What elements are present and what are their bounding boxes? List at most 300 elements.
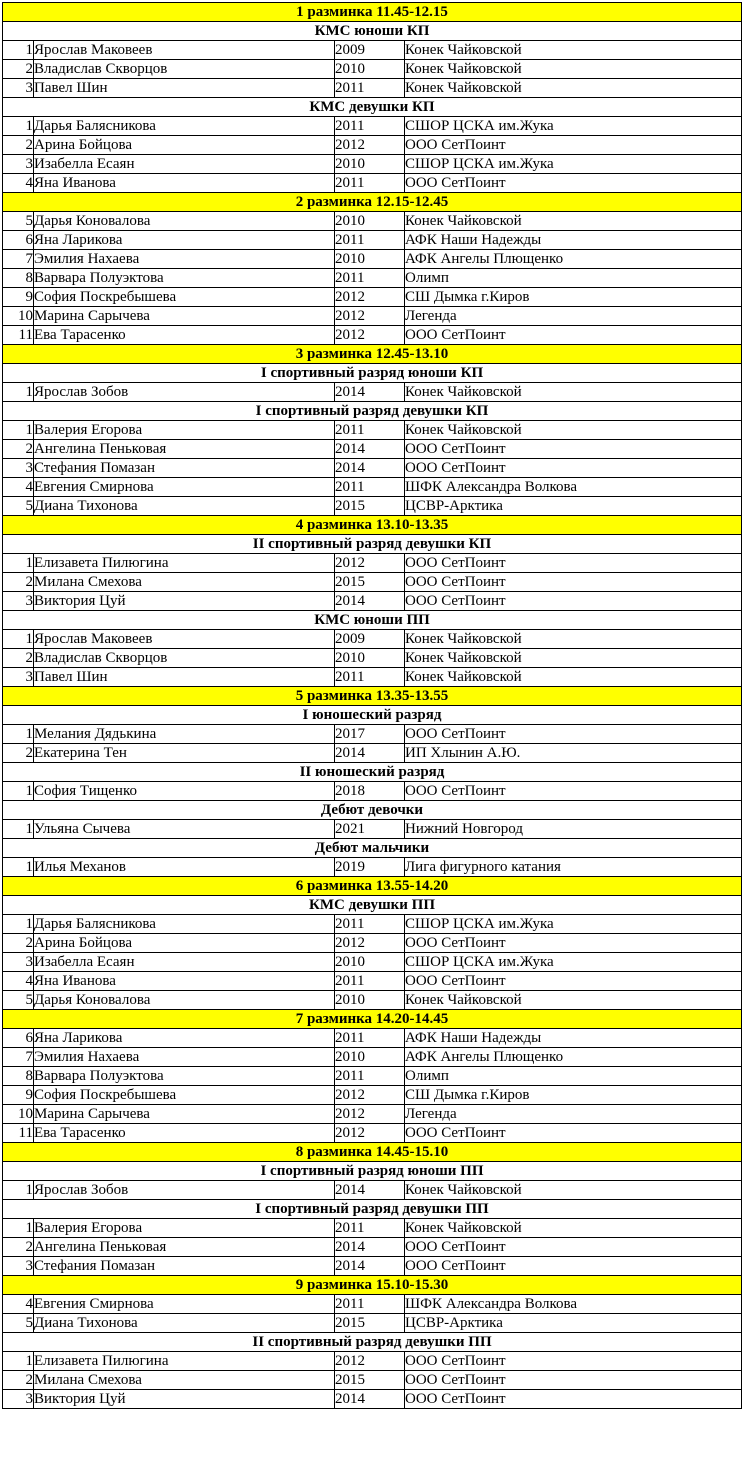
skater-number-cell: 4 (3, 1295, 34, 1314)
warmup-header-cell: 3 разминка 12.45-13.10 (3, 345, 742, 364)
skater-number-cell: 1 (3, 820, 34, 839)
skater-name-cell: Варвара Полуэктова (34, 269, 335, 288)
skater-year-cell: 2010 (335, 250, 405, 269)
skater-number-cell: 2 (3, 573, 34, 592)
category-header-cell: КМС девушки КП (3, 98, 742, 117)
skater-club-cell: ООО СетПоинт (405, 136, 742, 155)
skater-number-cell: 1 (3, 915, 34, 934)
skater-year-cell: 2011 (335, 174, 405, 193)
skater-row (3, 136, 742, 155)
skater-club-cell: ООО СетПоинт (405, 1124, 742, 1143)
skater-name-cell: Изабелла Есаян (34, 953, 335, 972)
skater-row (3, 212, 742, 231)
skater-club-cell: ООО СетПоинт (405, 440, 742, 459)
skater-name-cell: Павел Шин (34, 79, 335, 98)
skater-club-cell: АФК Ангелы Плющенко (405, 1048, 742, 1067)
skater-name-cell: Арина Бойцова (34, 934, 335, 953)
skater-club-cell: ШФК Александра Волкова (405, 1295, 742, 1314)
skater-row (3, 1219, 742, 1238)
skater-year-cell: 2015 (335, 573, 405, 592)
category-header-row (3, 801, 742, 820)
skater-row (3, 1105, 742, 1124)
skater-row (3, 1295, 742, 1314)
category-header-cell: II спортивный разряд девушки ПП (3, 1333, 742, 1352)
skater-number-cell: 1 (3, 858, 34, 877)
skater-club-cell: ООО СетПоинт (405, 174, 742, 193)
skater-number-cell: 10 (3, 1105, 34, 1124)
skater-row (3, 250, 742, 269)
warmup-header-row (3, 3, 742, 22)
skater-year-cell: 2012 (335, 554, 405, 573)
skater-name-cell: Елизавета Пилюгина (34, 1352, 335, 1371)
skater-year-cell: 2012 (335, 288, 405, 307)
skater-year-cell: 2010 (335, 1048, 405, 1067)
category-header-row (3, 706, 742, 725)
skater-year-cell: 2011 (335, 79, 405, 98)
skater-name-cell: Ярослав Маковеев (34, 630, 335, 649)
skater-year-cell: 2021 (335, 820, 405, 839)
skater-club-cell: ООО СетПоинт (405, 1390, 742, 1409)
skater-year-cell: 2012 (335, 934, 405, 953)
skater-club-cell: ООО СетПоинт (405, 1371, 742, 1390)
skater-name-cell: Дарья Коновалова (34, 991, 335, 1010)
skater-year-cell: 2011 (335, 478, 405, 497)
skater-year-cell: 2014 (335, 383, 405, 402)
skater-row (3, 1124, 742, 1143)
skater-number-cell: 1 (3, 1219, 34, 1238)
skater-row (3, 307, 742, 326)
skater-name-cell: Яна Ларикова (34, 231, 335, 250)
skater-number-cell: 5 (3, 212, 34, 231)
skater-row (3, 820, 742, 839)
warmup-header-row (3, 1276, 742, 1295)
warmup-header-cell: 2 разминка 12.15-12.45 (3, 193, 742, 212)
skater-name-cell: Владислав Скворцов (34, 60, 335, 79)
skater-name-cell: Яна Иванова (34, 174, 335, 193)
skater-number-cell: 9 (3, 1086, 34, 1105)
skater-row (3, 1029, 742, 1048)
skater-name-cell: Стефания Помазан (34, 459, 335, 478)
skater-name-cell: София Поскребышева (34, 288, 335, 307)
skater-row (3, 668, 742, 687)
skater-year-cell: 2012 (335, 1086, 405, 1105)
skater-name-cell: Владислав Скворцов (34, 649, 335, 668)
skater-name-cell: Валерия Егорова (34, 1219, 335, 1238)
skater-number-cell: 2 (3, 1371, 34, 1390)
skater-row (3, 497, 742, 516)
skater-year-cell: 2010 (335, 155, 405, 174)
skater-club-cell: СШОР ЦСКА им.Жука (405, 117, 742, 136)
category-header-row (3, 364, 742, 383)
skater-row (3, 858, 742, 877)
skater-club-cell: Конек Чайковской (405, 41, 742, 60)
schedule-table (2, 2, 742, 1409)
category-header-cell: I спортивный разряд девушки КП (3, 402, 742, 421)
skater-club-cell: ООО СетПоинт (405, 972, 742, 991)
skater-number-cell: 1 (3, 1352, 34, 1371)
skater-row (3, 744, 742, 763)
skater-row (3, 782, 742, 801)
skater-row (3, 991, 742, 1010)
category-header-cell: I юношеский разряд (3, 706, 742, 725)
skater-year-cell: 2010 (335, 991, 405, 1010)
skater-row (3, 79, 742, 98)
skater-number-cell: 5 (3, 497, 34, 516)
skater-row (3, 934, 742, 953)
skater-name-cell: Дарья Балясникова (34, 915, 335, 934)
skater-number-cell: 3 (3, 1390, 34, 1409)
skater-club-cell: Конек Чайковской (405, 79, 742, 98)
skater-club-cell: ООО СетПоинт (405, 782, 742, 801)
skater-row (3, 1390, 742, 1409)
skater-year-cell: 2010 (335, 212, 405, 231)
category-header-row (3, 896, 742, 915)
skater-row (3, 288, 742, 307)
skater-name-cell: Дарья Балясникова (34, 117, 335, 136)
skater-name-cell: Дарья Коновалова (34, 212, 335, 231)
skater-club-cell: ООО СетПоинт (405, 934, 742, 953)
skater-year-cell: 2012 (335, 307, 405, 326)
category-header-cell: I спортивный разряд девушки ПП (3, 1200, 742, 1219)
skater-club-cell: Конек Чайковской (405, 421, 742, 440)
skater-number-cell: 5 (3, 991, 34, 1010)
skater-year-cell: 2011 (335, 1219, 405, 1238)
skater-name-cell: Ангелина Пеньковая (34, 1238, 335, 1257)
skater-name-cell: Эмилия Нахаева (34, 1048, 335, 1067)
skater-club-cell: СШ Дымка г.Киров (405, 1086, 742, 1105)
skater-row (3, 41, 742, 60)
skater-number-cell: 4 (3, 478, 34, 497)
category-header-row (3, 1200, 742, 1219)
skater-row (3, 174, 742, 193)
skater-row (3, 630, 742, 649)
skater-number-cell: 8 (3, 269, 34, 288)
skater-club-cell: СШОР ЦСКА им.Жука (405, 915, 742, 934)
skater-name-cell: Мелания Дядькина (34, 725, 335, 744)
skater-club-cell: ШФК Александра Волкова (405, 478, 742, 497)
skater-year-cell: 2014 (335, 1390, 405, 1409)
skater-year-cell: 2017 (335, 725, 405, 744)
schedule-table-body (3, 3, 742, 1409)
skater-name-cell: Милана Смехова (34, 1371, 335, 1390)
skater-row (3, 383, 742, 402)
warmup-header-row (3, 345, 742, 364)
skater-year-cell: 2012 (335, 1124, 405, 1143)
skater-year-cell: 2014 (335, 592, 405, 611)
skater-name-cell: София Поскребышева (34, 1086, 335, 1105)
category-header-row (3, 839, 742, 858)
skater-number-cell: 10 (3, 307, 34, 326)
skater-name-cell: Изабелла Есаян (34, 155, 335, 174)
skater-name-cell: Диана Тихонова (34, 1314, 335, 1333)
skater-row (3, 953, 742, 972)
skater-name-cell: Ярослав Маковеев (34, 41, 335, 60)
skater-row (3, 1371, 742, 1390)
skater-row (3, 1086, 742, 1105)
skater-row (3, 1257, 742, 1276)
skater-row (3, 649, 742, 668)
category-header-row (3, 1333, 742, 1352)
skater-row (3, 478, 742, 497)
skater-row (3, 1238, 742, 1257)
skater-club-cell: АФК Ангелы Плющенко (405, 250, 742, 269)
warmup-header-cell: 9 разминка 15.10-15.30 (3, 1276, 742, 1295)
skater-year-cell: 2015 (335, 497, 405, 516)
skater-club-cell: Конек Чайковской (405, 1181, 742, 1200)
warmup-header-cell: 8 разминка 14.45-15.10 (3, 1143, 742, 1162)
skater-name-cell: Яна Ларикова (34, 1029, 335, 1048)
skater-number-cell: 2 (3, 60, 34, 79)
skater-club-cell: Лига фигурного катания (405, 858, 742, 877)
skater-number-cell: 6 (3, 231, 34, 250)
skater-row (3, 459, 742, 478)
skater-row (3, 554, 742, 573)
skater-club-cell: Конек Чайковской (405, 649, 742, 668)
skater-name-cell: Екатерина Тен (34, 744, 335, 763)
skater-name-cell: Марина Сарычева (34, 1105, 335, 1124)
skater-row (3, 1048, 742, 1067)
skater-row (3, 915, 742, 934)
warmup-header-cell: 7 разминка 14.20-14.45 (3, 1010, 742, 1029)
skater-club-cell: ООО СетПоинт (405, 326, 742, 345)
skater-row (3, 1314, 742, 1333)
category-header-row (3, 22, 742, 41)
skater-year-cell: 2011 (335, 269, 405, 288)
skater-number-cell: 2 (3, 649, 34, 668)
skater-name-cell: Ева Тарасенко (34, 1124, 335, 1143)
skater-year-cell: 2011 (335, 915, 405, 934)
skater-number-cell: 1 (3, 630, 34, 649)
skater-number-cell: 2 (3, 1238, 34, 1257)
category-header-cell: Дебют мальчики (3, 839, 742, 858)
warmup-header-cell: 5 разминка 13.35-13.55 (3, 687, 742, 706)
warmup-header-row (3, 877, 742, 896)
skater-name-cell: Елизавета Пилюгина (34, 554, 335, 573)
skater-name-cell: Эмилия Нахаева (34, 250, 335, 269)
skater-year-cell: 2011 (335, 972, 405, 991)
skater-club-cell: Легенда (405, 307, 742, 326)
skater-number-cell: 3 (3, 953, 34, 972)
skater-club-cell: ООО СетПоинт (405, 554, 742, 573)
skater-year-cell: 2014 (335, 440, 405, 459)
skater-number-cell: 7 (3, 250, 34, 269)
skater-year-cell: 2009 (335, 41, 405, 60)
skater-year-cell: 2009 (335, 630, 405, 649)
skater-club-cell: ЦСВР-Арктика (405, 1314, 742, 1333)
skater-year-cell: 2014 (335, 1257, 405, 1276)
skater-year-cell: 2014 (335, 1181, 405, 1200)
skater-club-cell: ООО СетПоинт (405, 459, 742, 478)
skater-number-cell: 1 (3, 1181, 34, 1200)
skater-year-cell: 2011 (335, 668, 405, 687)
category-header-cell: Дебют девочки (3, 801, 742, 820)
skater-club-cell: Конек Чайковской (405, 668, 742, 687)
skater-club-cell: Конек Чайковской (405, 383, 742, 402)
skater-year-cell: 2014 (335, 459, 405, 478)
skater-year-cell: 2012 (335, 1352, 405, 1371)
skater-number-cell: 1 (3, 383, 34, 402)
skater-year-cell: 2011 (335, 231, 405, 250)
skater-club-cell: ИП Хлынин А.Ю. (405, 744, 742, 763)
skater-club-cell: Легенда (405, 1105, 742, 1124)
skater-row (3, 60, 742, 79)
skater-name-cell: Ярослав Зобов (34, 1181, 335, 1200)
skater-number-cell: 2 (3, 136, 34, 155)
skater-number-cell: 3 (3, 79, 34, 98)
skater-name-cell: Виктория Цуй (34, 592, 335, 611)
skater-club-cell: СШОР ЦСКА им.Жука (405, 155, 742, 174)
skater-club-cell: Нижний Новгород (405, 820, 742, 839)
skater-number-cell: 8 (3, 1067, 34, 1086)
skater-name-cell: Ангелина Пеньковая (34, 440, 335, 459)
skater-year-cell: 2010 (335, 953, 405, 972)
skater-club-cell: Конек Чайковской (405, 1219, 742, 1238)
skater-number-cell: 1 (3, 41, 34, 60)
skater-row (3, 269, 742, 288)
skater-number-cell: 1 (3, 117, 34, 136)
skater-club-cell: ООО СетПоинт (405, 573, 742, 592)
skater-year-cell: 2018 (335, 782, 405, 801)
warmup-header-row (3, 687, 742, 706)
skater-row (3, 440, 742, 459)
skater-number-cell: 4 (3, 174, 34, 193)
skater-number-cell: 3 (3, 668, 34, 687)
skater-number-cell: 11 (3, 326, 34, 345)
skater-row (3, 155, 742, 174)
skater-name-cell: Марина Сарычева (34, 307, 335, 326)
skater-club-cell: ООО СетПоинт (405, 1238, 742, 1257)
skater-year-cell: 2011 (335, 117, 405, 136)
skater-year-cell: 2015 (335, 1314, 405, 1333)
skater-number-cell: 1 (3, 725, 34, 744)
skater-name-cell: Евгения Смирнова (34, 1295, 335, 1314)
skater-number-cell: 4 (3, 972, 34, 991)
skater-name-cell: Варвара Полуэктова (34, 1067, 335, 1086)
skater-club-cell: ООО СетПоинт (405, 592, 742, 611)
skater-row (3, 1181, 742, 1200)
skater-row (3, 972, 742, 991)
skater-number-cell: 3 (3, 155, 34, 174)
skater-number-cell: 2 (3, 744, 34, 763)
skater-club-cell: ООО СетПоинт (405, 1257, 742, 1276)
skater-name-cell: Ярослав Зобов (34, 383, 335, 402)
skater-name-cell: Илья Механов (34, 858, 335, 877)
skater-year-cell: 2014 (335, 744, 405, 763)
skater-year-cell: 2010 (335, 60, 405, 79)
warmup-header-cell: 1 разминка 11.45-12.15 (3, 3, 742, 22)
skater-year-cell: 2019 (335, 858, 405, 877)
skater-number-cell: 1 (3, 782, 34, 801)
skater-name-cell: Ульяна Сычева (34, 820, 335, 839)
category-header-cell: КМС юноши ПП (3, 611, 742, 630)
skater-row (3, 573, 742, 592)
category-header-row (3, 611, 742, 630)
skater-name-cell: Валерия Егорова (34, 421, 335, 440)
skater-club-cell: Конек Чайковской (405, 212, 742, 231)
category-header-cell: II юношеский разряд (3, 763, 742, 782)
skater-number-cell: 3 (3, 592, 34, 611)
skater-year-cell: 2011 (335, 1067, 405, 1086)
skater-club-cell: Конек Чайковской (405, 991, 742, 1010)
category-header-row (3, 763, 742, 782)
skater-number-cell: 1 (3, 554, 34, 573)
skater-name-cell: Яна Иванова (34, 972, 335, 991)
skater-name-cell: Диана Тихонова (34, 497, 335, 516)
skater-name-cell: Виктория Цуй (34, 1390, 335, 1409)
skater-club-cell: СШОР ЦСКА им.Жука (405, 953, 742, 972)
skater-name-cell: Милана Смехова (34, 573, 335, 592)
category-header-cell: I спортивный разряд юноши ПП (3, 1162, 742, 1181)
skater-row (3, 117, 742, 136)
skater-number-cell: 5 (3, 1314, 34, 1333)
category-header-row (3, 402, 742, 421)
skater-year-cell: 2010 (335, 649, 405, 668)
warmup-header-cell: 6 разминка 13.55-14.20 (3, 877, 742, 896)
warmup-header-row (3, 1010, 742, 1029)
skater-club-cell: Олимп (405, 269, 742, 288)
skater-number-cell: 2 (3, 934, 34, 953)
skater-club-cell: ООО СетПоинт (405, 1352, 742, 1371)
skater-club-cell: АФК Наши Надежды (405, 1029, 742, 1048)
skater-name-cell: Стефания Помазан (34, 1257, 335, 1276)
skater-row (3, 592, 742, 611)
skater-year-cell: 2012 (335, 326, 405, 345)
skater-row (3, 1352, 742, 1371)
skater-row (3, 231, 742, 250)
warmup-header-row (3, 516, 742, 535)
category-header-row (3, 535, 742, 554)
category-header-cell: II спортивный разряд девушки КП (3, 535, 742, 554)
skater-name-cell: Павел Шин (34, 668, 335, 687)
skater-number-cell: 11 (3, 1124, 34, 1143)
skater-number-cell: 6 (3, 1029, 34, 1048)
category-header-row (3, 98, 742, 117)
skater-club-cell: Олимп (405, 1067, 742, 1086)
category-header-cell: I спортивный разряд юноши КП (3, 364, 742, 383)
warmup-header-row (3, 1143, 742, 1162)
warmup-header-cell: 4 разминка 13.10-13.35 (3, 516, 742, 535)
skater-number-cell: 2 (3, 440, 34, 459)
skater-year-cell: 2014 (335, 1238, 405, 1257)
skater-club-cell: Конек Чайковской (405, 60, 742, 79)
skater-year-cell: 2011 (335, 1295, 405, 1314)
category-header-cell: КМС девушки ПП (3, 896, 742, 915)
skater-name-cell: Евгения Смирнова (34, 478, 335, 497)
skater-number-cell: 3 (3, 1257, 34, 1276)
skater-number-cell: 7 (3, 1048, 34, 1067)
skater-name-cell: Ева Тарасенко (34, 326, 335, 345)
skater-number-cell: 9 (3, 288, 34, 307)
skater-club-cell: Конек Чайковской (405, 630, 742, 649)
skater-club-cell: ЦСВР-Арктика (405, 497, 742, 516)
skater-row (3, 1067, 742, 1086)
skater-row (3, 725, 742, 744)
skater-row (3, 326, 742, 345)
skater-club-cell: АФК Наши Надежды (405, 231, 742, 250)
warmup-header-row (3, 193, 742, 212)
skater-row (3, 421, 742, 440)
skater-name-cell: Арина Бойцова (34, 136, 335, 155)
skater-year-cell: 2011 (335, 1029, 405, 1048)
skater-name-cell: София Тищенко (34, 782, 335, 801)
skater-year-cell: 2011 (335, 421, 405, 440)
skater-club-cell: ООО СетПоинт (405, 725, 742, 744)
skater-year-cell: 2012 (335, 136, 405, 155)
category-header-cell: КМС юноши КП (3, 22, 742, 41)
skater-number-cell: 3 (3, 459, 34, 478)
skater-club-cell: СШ Дымка г.Киров (405, 288, 742, 307)
category-header-row (3, 1162, 742, 1181)
